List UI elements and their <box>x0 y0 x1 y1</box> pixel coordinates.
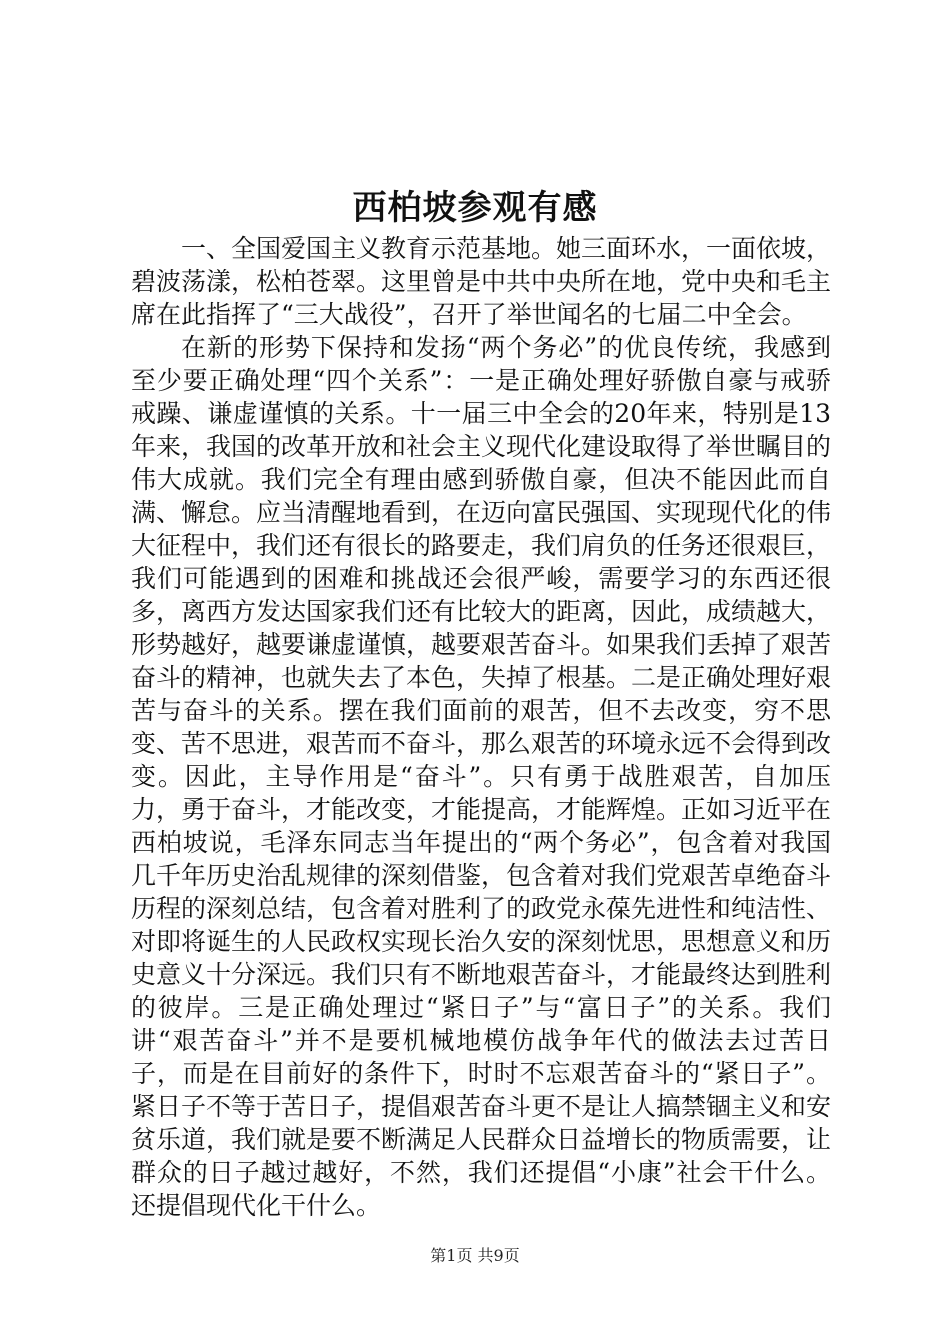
paragraph-2: 在新的形势下保持和发扬“两个务必”的优良传统，我感到至少要正确处理“四个关系”：一是正确处理好骄傲自豪与戒骄戒躁、谦虚谨慎的关系。十一届三中全会的20年来，特别是13年来，我国的改革开放和社会主义现代化建设取得了举世瞩目的伟大成就。我们完全有理由感到骄傲自豪，但决不能因此而自满、懈怠。应当清醒地看到，在迈向富民强国、实现现代化的伟大征程中，我们还有很长的路要走，我们肩负的任务还很艰巨，我们可能遇到的困难和挑战还会很严峻，需要学习的东西还很多，离西方发达国家我们还有比较大的距离，因此，成绩越大，形势越好，越要谦虚谨慎，越要艰苦奋斗。如果我们丢掉了艰苦奋斗的精神，也就失去了本色，失掉了根基。二是正确处理好艰苦与奋斗的关系。摆在我们面前的艰苦，但不去改变，穷不思变、苦不思进，艰苦而不奋斗，那么艰苦的环境永远不会得到改变。因此，主导作用是“奋斗”。只有勇于战胜艰苦，自加压力，勇于奋斗，才能改变，才能提高，才能辉煌。正如习近平在西柏坡说，毛泽东同志当年提出的“两个务必”，包含着对我国几千年历史治乱规律的深刻借鉴，包含着对我们党艰苦卓绝奋斗历程的深刻总结，包含着对胜利了的政党永葆先进性和纯洁性、对即将诞生的人民政权实现长治久安的深刻忧思，思想意义和历史意义十分深远。我们只有不断地艰苦奋斗，才能最终达到胜利的彼岸。三是正确处理过“紧日子”与“富日子”的关系。我们讲“艰苦奋斗”并不是要机械地模仿战争年代的做法去过苦日子，而是在目前好的条件下，时时不忘艰苦奋斗的“紧日子”。紧日子不等于苦日子，提倡艰苦奋斗更不是让人搞禁锢主义和安贫乐道，我们就是要不断满足人民群众日益增长的物质需要，让群众的日子越过越好，不然，我们还提倡“小康”社会干什么。还提倡现代化干什么。 <box>131 333 832 1220</box>
page-number-footer: 第1页 共9页 <box>430 1246 520 1265</box>
document-body <box>131 232 831 1222</box>
document-title: 西柏坡参观有感 <box>352 188 598 228</box>
paragraph-1: 一、全国爱国主义教育示范基地。她三面环水，一面依坡，碧波荡漾，松柏苍翠。这里曾是中共中央所在地，党中央和毛主席在此指挥了“三大战役”，召开了举世闻名的七届二中全会。 <box>131 234 832 329</box>
